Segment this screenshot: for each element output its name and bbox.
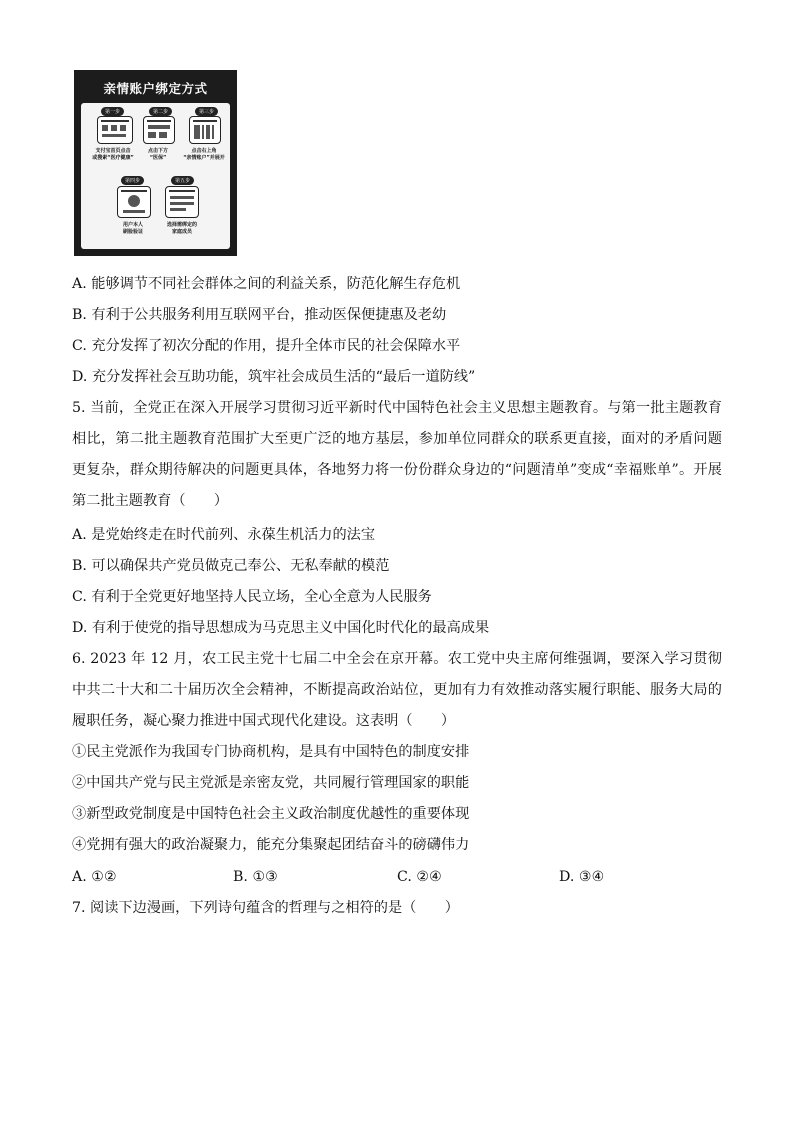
q5-option-a: A. 是党始终走在时代前列、永葆生机活力的法宝 [72,527,376,543]
q6-option-a: A. ①② [72,869,117,885]
q4-option-b: B. 有利于公共服务利用互联网平台，推动医保便捷惠及老幼 [72,307,447,323]
step-label-1: 第一步 [101,107,124,116]
q6-statement-3: ③新型政党制度是中国特色社会主义政治制度优越性的重要体现 [72,806,470,822]
q6-statement-1: ①民主党派作为我国专门协商机构，是具有中国特色的制度安排 [72,744,470,760]
q4-option-c: C. 充分发挥了初次分配的作用，提升全体市民的社会保障水平 [72,338,461,354]
step-caption-4: 用户本人 刷脸验证 [122,222,143,235]
q5-option-d: D. 有利于使党的指导思想成为马克思主义中国化时代化的最高成果 [72,620,490,636]
figure-title: 亲情账户绑定方式 [103,81,208,96]
q5-option-b: B. 可以确保共产党员做克己奉公、无私奉献的模范 [72,558,390,574]
step-label-2: 第二步 [149,107,172,116]
q6-option-d: D. ③④ [559,869,605,885]
q6-option-c: C. ②④ [397,869,442,885]
step-caption-2: 点击下方 “医保” [147,148,168,161]
step-caption-5: 选择需绑定的 家庭成员 [166,222,197,235]
step-label-3: 第三步 [195,107,218,116]
figure-panel [81,103,230,249]
q6-stem: 6. 2023 年 12 月，农工民主党十七届二中全会在京开幕。农工党中央主席何维强调，要深入学习贯彻中共二十大和二十届历次全会精神，不断提高政治站位，更加有力有效推动落实履行职能、服务大局的履职任务，凝心聚力推进中国式现代化建设。这表明（ ） [72,651,722,729]
phone-screen-3 [189,116,221,144]
phone-screen-1 [97,116,133,144]
step-caption-1: 支付宝首页点击 或搜索“医疗健康” [92,148,134,161]
phone-screen-4 [117,186,151,218]
step-caption-3: 点击右上角 “亲情账户”并展开 [183,148,225,161]
q6-statement-2: ②中国共产党与民主党派是亲密友党，共同履行管理国家的职能 [72,775,470,791]
phone-screen-5 [165,186,199,218]
q7-stem: 7. 阅读下边漫画，下列诗句蕴含的哲理与之相符的是（ ） [72,900,459,916]
phone-screen-2 [143,116,175,144]
q5-stem: 5. 当前，全党正在深入开展学习贯彻习近平新时代中国特色社会主义思想主题教育。与第一批主题教育相比，第二批主题教育范围扩大至更广泛的地方基层，参加单位同群众的联系更直接，面对的矛盾问题更复杂，群众期待解决的问题更具体，各地努力将一份份群众身边的“问题清单”变成“幸福账单”。开展第二批主题教育（ ） [72,400,722,509]
q4-option-a: A. 能够调节不同社会群体之间的利益关系，防范化解生存危机 [72,276,461,292]
q5-option-c: C. 有利于全党更好地坚持人民立场，全心全意为人民服务 [72,589,432,605]
step-label-5: 第五步 [171,176,194,185]
step-label-4: 第四步 [121,176,144,185]
q6-statement-4: ④党拥有强大的政治凝聚力，能充分集聚起团结奋斗的磅礴伟力 [72,837,470,853]
q4-option-d: D. 充分发挥社会互助功能，筑牢社会成员生活的“最后一道防线” [72,369,476,385]
q6-option-b: B. ①③ [233,869,278,885]
account-binding-figure [74,70,237,256]
